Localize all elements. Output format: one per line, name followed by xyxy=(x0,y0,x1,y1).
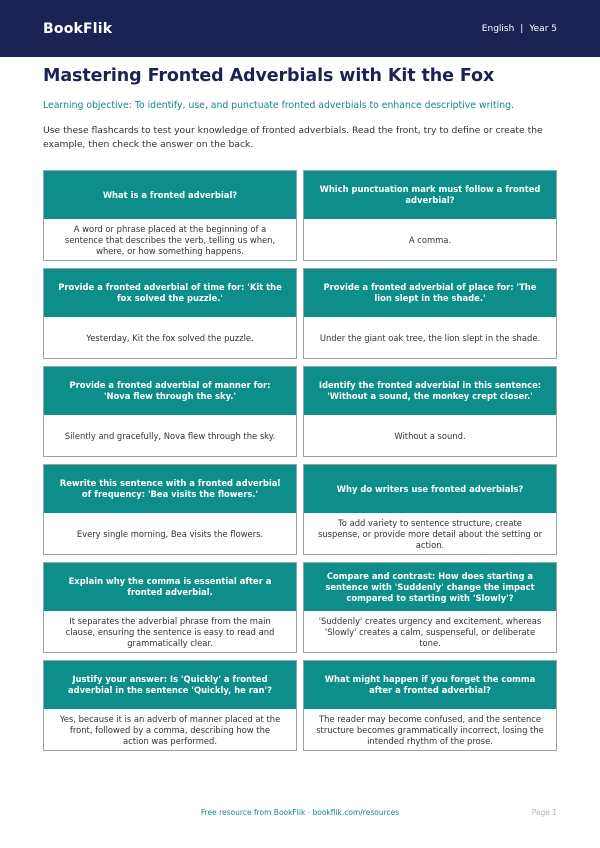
flashcard-4[interactable] xyxy=(303,268,557,359)
flashcard-9[interactable] xyxy=(43,562,297,653)
flashcard-question: What is a fronted adverbial? xyxy=(44,171,296,219)
flashcard-10[interactable] xyxy=(303,562,557,653)
flashcard-question: Why do writers use fronted adverbials? xyxy=(304,465,556,513)
footer-link[interactable]: Free resource from BookFlik · bookflik.com/resources xyxy=(200,808,400,817)
flashcard-12[interactable] xyxy=(303,660,557,751)
meta-separator: | xyxy=(520,23,524,34)
flashcard-question: Justify your answer: Is 'Quickly' a fronted adverbial in the sentence 'Quickly, he ran'? xyxy=(44,661,296,709)
flashcard-answer: Yes, because it is an adverb of manner placed at the front, followed by a comma, describing how the action was performed. xyxy=(59,713,281,746)
flashcard-answer: A word or phrase placed at the beginning of a sentence that describes the verb, telling us when, where, or how something happens. xyxy=(64,223,276,256)
flashcard-answer: Without a sound. xyxy=(394,430,466,441)
flashcard-6[interactable] xyxy=(303,366,557,457)
flashcard-answer: To add variety to sentence structure, create suspense, or provide more detail about the setting or action. xyxy=(317,517,543,550)
subject-year xyxy=(482,24,557,34)
flashcard-answer: Yesterday, Kit the fox solved the puzzle. xyxy=(86,332,254,343)
flashcard-2[interactable] xyxy=(303,170,557,261)
flashcard-question: Compare and contrast: How does starting a sentence with 'Suddenly' change the impact compared to starting with 'Slowly'? xyxy=(304,563,556,611)
subject-label: English xyxy=(481,23,515,34)
flashcard-question: Provide a fronted adverbial of time for: 'Kit the fox solved the puzzle.' xyxy=(44,269,296,317)
brand-logo[interactable]: BookFlik xyxy=(43,20,113,37)
page-header xyxy=(0,0,600,57)
flashcard-answer: Under the giant oak tree, the lion slept in the shade. xyxy=(319,332,541,343)
flashcard-answer: The reader may become confused, and the sentence structure becomes grammatically incorrect, losing the intended rhythm of the prose. xyxy=(316,713,544,746)
flashcard-question: Which punctuation mark must follow a fronted adverbial? xyxy=(304,171,556,219)
page-footer xyxy=(0,808,600,822)
flashcard-answer: Silently and gracefully, Nova flew through the sky. xyxy=(64,430,276,441)
page-number: Page 1 xyxy=(531,808,557,817)
flashcard-question: Provide a fronted adverbial of place for: 'The lion slept in the shade.' xyxy=(304,269,556,317)
flashcard-answer: Every single morning, Bea visits the flowers. xyxy=(76,528,264,539)
flashcard-1[interactable] xyxy=(43,170,297,261)
flashcard-answer: It separates the adverbial phrase from the main clause, ensuring the sentence is easy to read and grammatically clear. xyxy=(65,615,275,648)
flashcard-question: Rewrite this sentence with a fronted adverbial of frequency: 'Bea visits the flowers.' xyxy=(44,465,296,513)
flashcard-11[interactable] xyxy=(43,660,297,751)
flashcard-answer: A comma. xyxy=(408,234,452,245)
year-label: Year 5 xyxy=(529,23,557,34)
flashcard-7[interactable] xyxy=(43,464,297,555)
learning-objective: Learning objective: To identify, use, and punctuate fronted adverbials to enhance descriptive writing. xyxy=(43,100,514,111)
flashcard-3[interactable] xyxy=(43,268,297,359)
flashcard-5[interactable] xyxy=(43,366,297,457)
flashcard-question: What might happen if you forget the comma after a fronted adverbial? xyxy=(304,661,556,709)
flashcard-question: Identify the fronted adverbial in this sentence: 'Without a sound, the monkey crept closer.' xyxy=(304,367,556,415)
page-title: Mastering Fronted Adverbials with Kit the Fox xyxy=(43,66,495,86)
instructions: Use these flashcards to test your knowledge of fronted adverbials. Read the front, try to define or create the example, then check the answer on the back. xyxy=(43,125,543,150)
flashcard-answer: 'Suddenly' creates urgency and excitement, whereas 'Slowly' creates a calm, suspenseful, or deliberate tone. xyxy=(318,615,542,648)
flashcard-question: Explain why the comma is essential after a fronted adverbial. xyxy=(44,563,296,611)
flashcard-question: Provide a fronted adverbial of manner for: 'Nova flew through the sky.' xyxy=(44,367,296,415)
flashcard-8[interactable] xyxy=(303,464,557,555)
